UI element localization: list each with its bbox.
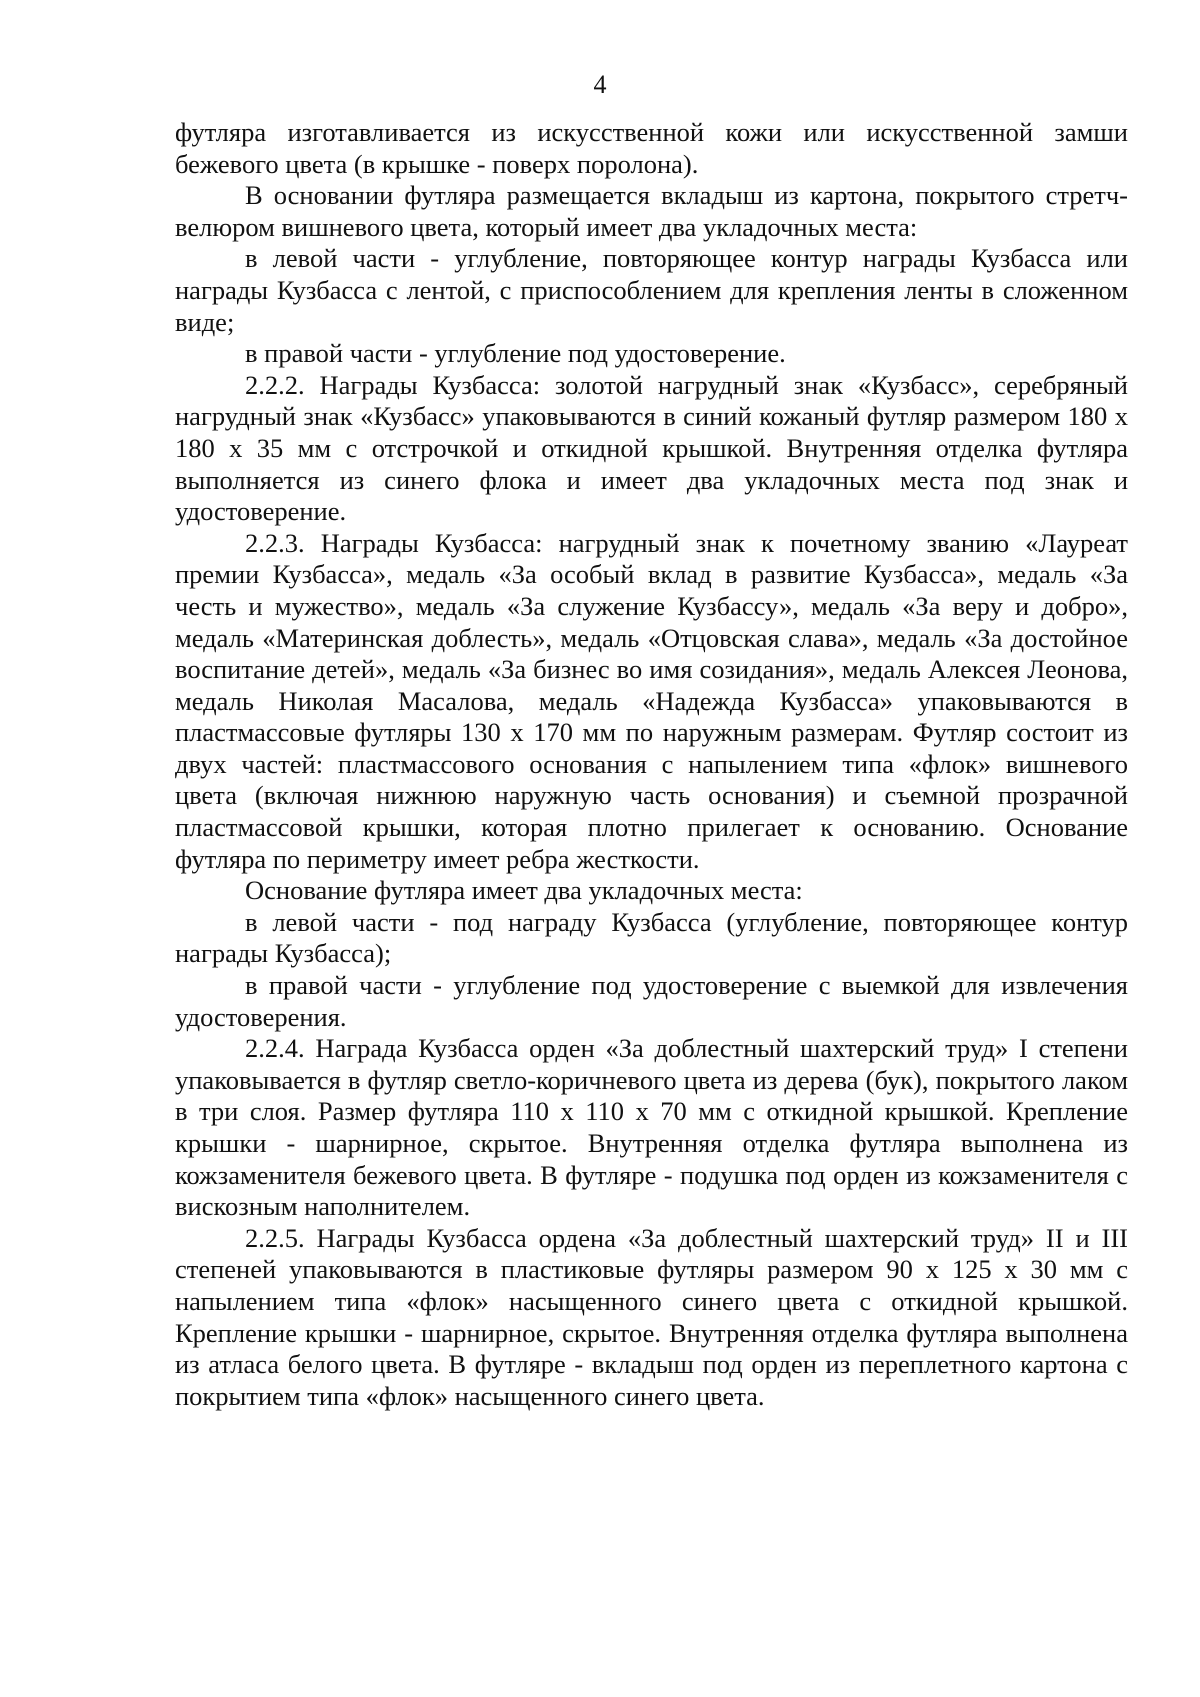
paragraph-left-part: в левой части - углубление, повторяющее контур награды Кузбасса или награды Кузбасса с лентой, с приспособлением для крепления ленты в сложенном виде; [175,243,1128,337]
paragraph-left-part-award: в левой части - под награду Кузбасса (углубление, повторяющее контур награды Кузбасса); [175,906,1128,969]
document-body [175,117,1128,1412]
paragraph-insert-base: В основании футляра размещается вкладыш из картона, покрытого стретч-велюром вишневого цвета, который имеет два укладочных места: [175,180,1128,242]
paragraph-2-2-2: 2.2.2. Награды Кузбасса: золотой нагрудный знак «Кузбасс», серебряный нагрудный знак «Кузбасс» упаковываются в синий кожаный футляр размером 180 х 180 х 35 мм с отстрочкой и откидной крышкой. Внутренняя отделка футляра выполняется из синего флока и имеет два укладочных места под знак и удостоверение. [175,369,1128,527]
paragraph-2-2-4: 2.2.4. Награда Кузбасса орден «За доблестный шахтерский труд» I степени упаковывается в футляр светло-коричневого цвета из дерева (бук), покрытого лаком в три слоя. Размер футляра 110 х 110 х 70 мм с откидной крышкой. Крепление крышки - шарнирное, скрытое. Внутренняя отделка футляра выполнена из кожзаменителя бежевого цвета. В футляре - подушка под орден из кожзаменителя с вискозным наполнителем. [175,1033,1128,1222]
paragraph-right-part: в правой части - углубление под удостоверение. [245,338,786,369]
paragraph-2-2-3: 2.2.3. Награды Кузбасса: нагрудный знак к почетному званию «Лауреат премии Кузбасса», медаль «За особый вклад в развитие Кузбасса», медаль «За честь и мужество», медаль «За служение Кузбассу», медаль «За веру и добро», медаль «Материнская доблесть», медаль «Отцовская слава», медаль «За достойное воспитание детей», медаль «За бизнес во имя созидания», медаль Алексея Леонова, медаль Николая Масалова, медаль «Надежда Кузбасса» упаковываются в пластмассовые футляры 130 х 170 мм по наружным размерам. Футляр состоит из двух частей: пластмассового основания с напылением типа «флок» вишневого цвета (включая нижнюю наружную часть основания) и съемной прозрачной пластмассовой крышки, которая плотно прилегает к основанию. Основание футляра по периметру имеет ребра жесткости. [175,527,1128,874]
paragraph-case-places: Основание футляра имеет два укладочных места: [245,875,803,906]
paragraph-right-part-certificate: в правой части - углубление под удостоверение с выемкой для извлечения удостоверения. [175,970,1128,1032]
paragraph-2-2-5: 2.2.5. Награды Кузбасса ордена «За доблестный шахтерский труд» II и III степеней упаковываются в пластиковые футляры размером 90 х 125 х 30 мм с напылением типа «флок» насыщенного синего цвета с откидной крышкой. Крепление крышки - шарнирное, скрытое. Внутренняя отделка футляра выполнена из атласа белого цвета. В футляре - вкладыш под орден из переплетного картона с покрытием типа «флок» насыщенного синего цвета. [175,1222,1128,1411]
paragraph-continuation: футляра изготавливается из искусственной кожи или искусственной замши бежевого цвета (в крышке - поверх поролона). [175,117,1128,179]
page-number: 4 [593,70,607,99]
